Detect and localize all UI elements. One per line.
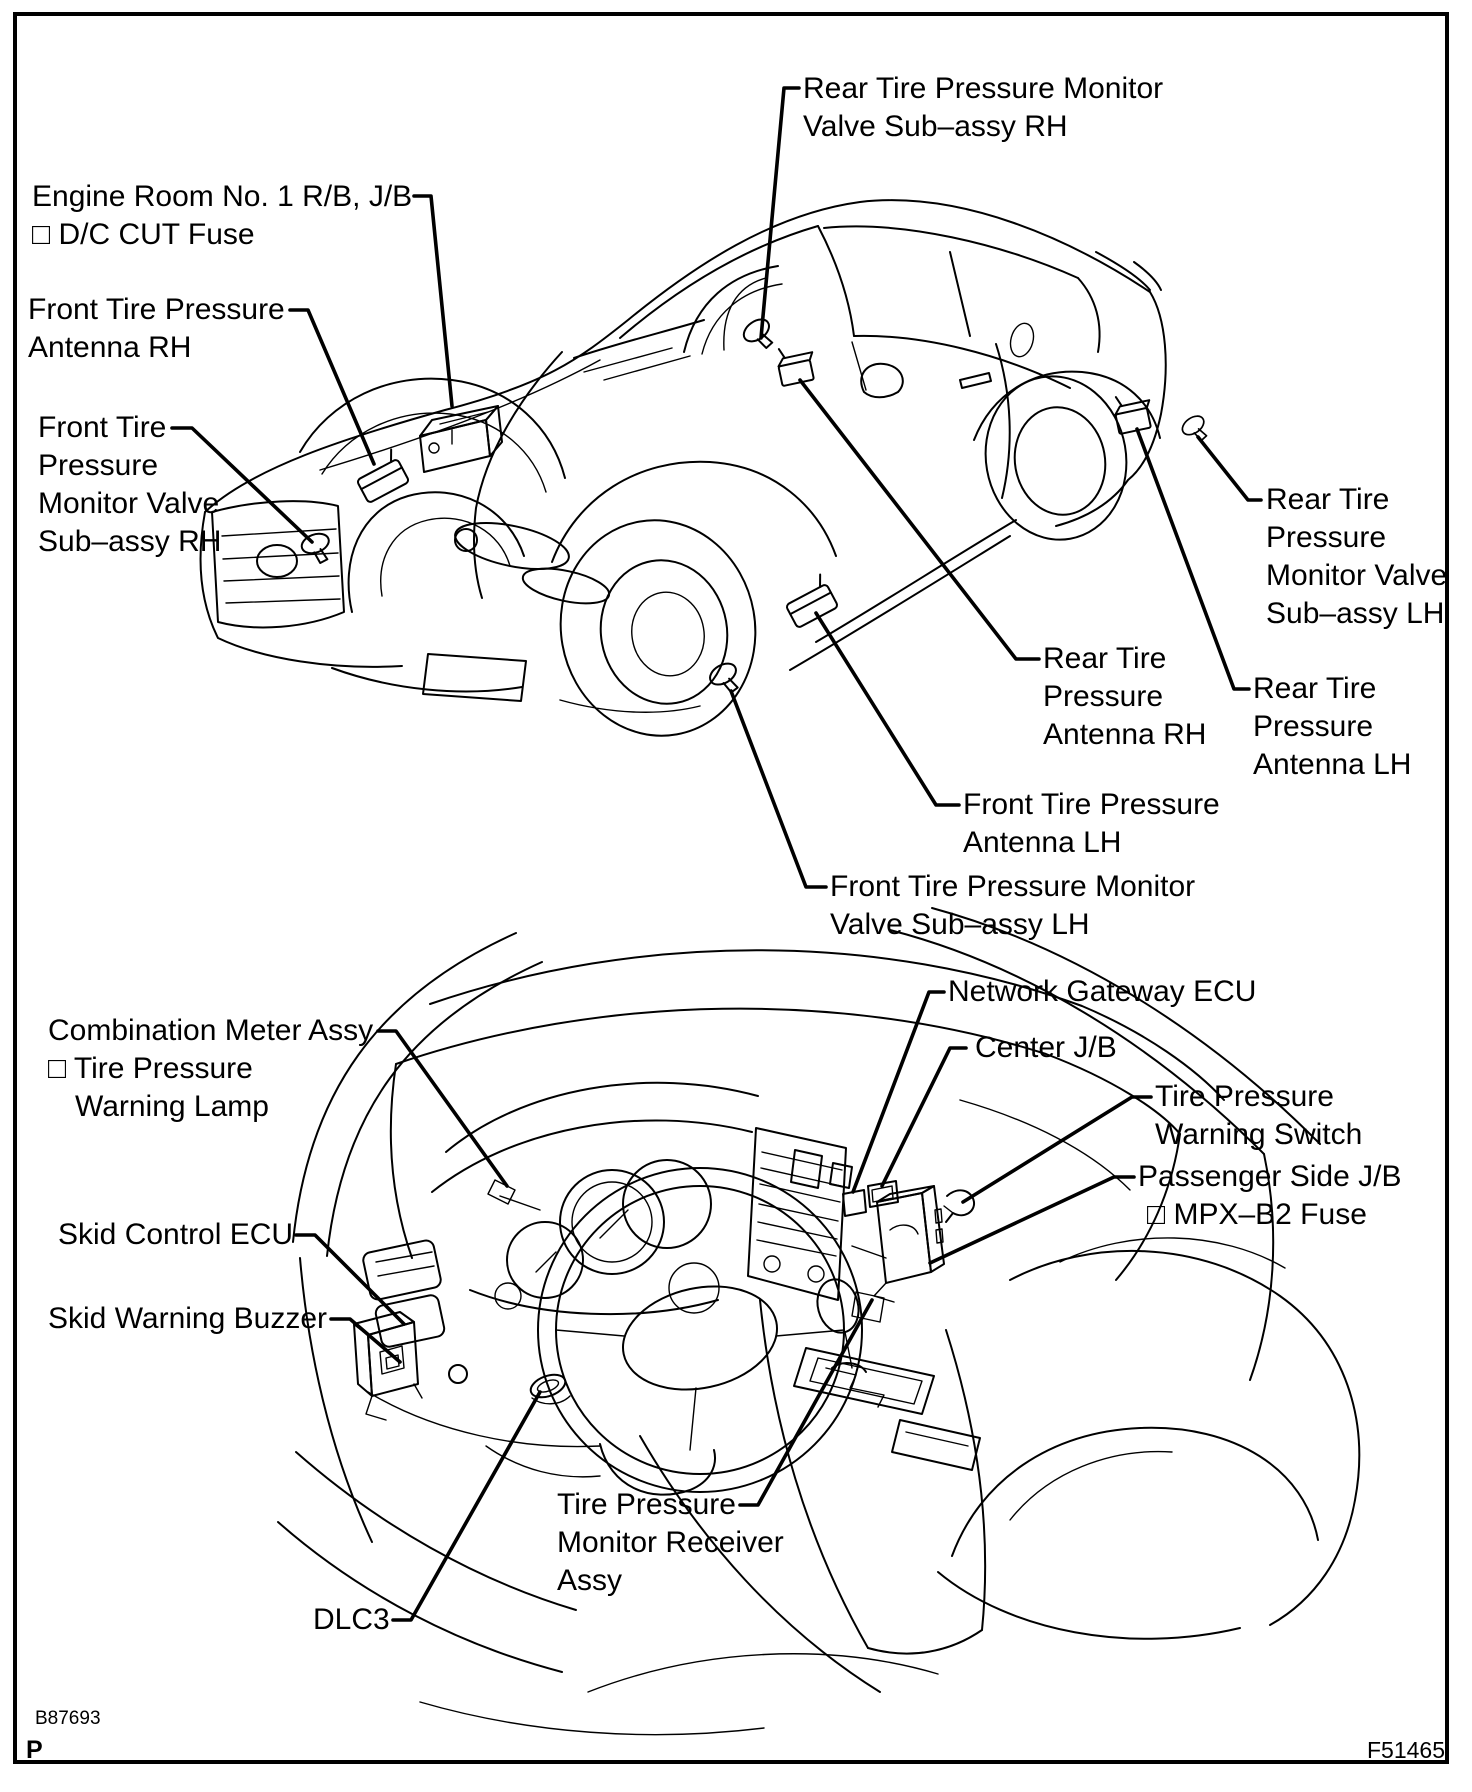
leader-front-valve-lh xyxy=(731,691,826,887)
network-gateway-ecu-part xyxy=(843,1190,866,1216)
leader-skid-buzzer xyxy=(331,1319,400,1362)
leader-rear-antenna-rh xyxy=(800,380,1039,659)
label-warning-switch: Tire Pressure Warning Switch xyxy=(1155,1080,1363,1151)
label-network-gateway-ecu: Network Gateway ECU xyxy=(948,975,1257,1008)
interior-illustration xyxy=(278,908,1359,1735)
label-rear-valve-lh: Rear Tire Pressure Monitor Valve Sub–assy LH xyxy=(1266,483,1448,630)
label-rear-antenna-lh: Rear Tire Pressure Antenna LH xyxy=(1253,672,1412,781)
label-dlc3: DLC3 xyxy=(313,1603,390,1636)
label-passenger-jb: Passenger Side J/B □ MPX–B2 Fuse xyxy=(1138,1160,1402,1231)
front-tire-valve-lh-part xyxy=(706,659,745,698)
label-center-jb: Center J/B xyxy=(975,1031,1117,1064)
leader-rear-valve-lh xyxy=(1198,437,1261,500)
leader-combination-meter xyxy=(378,1031,507,1186)
rear-tire-valve-lh-part xyxy=(1179,412,1213,446)
label-rear-antenna-rh: Rear Tire Pressure Antenna RH xyxy=(1043,642,1207,751)
tire-pressure-warning-switch-part xyxy=(944,1190,974,1222)
label-rear-valve-rh: Rear Tire Pressure Monitor Valve Sub–assy RH xyxy=(803,72,1164,143)
front-antenna-lh-part xyxy=(780,574,838,628)
label-front-valve-rh: Front Tire Pressure Monitor Valve Sub–assy RH xyxy=(38,411,222,558)
label-front-antenna-lh: Front Tire Pressure Antenna LH xyxy=(963,788,1220,859)
label-skid-warning-buzzer: Skid Warning Buzzer xyxy=(48,1302,327,1335)
drawing-code: B87693 xyxy=(35,1708,101,1729)
rear-antenna-rh-part xyxy=(775,342,818,386)
label-front-valve-lh: Front Tire Pressure Monitor Valve Sub–assy LH xyxy=(830,870,1196,941)
label-receiver-assy: Tire Pressure Monitor Receiver Assy xyxy=(557,1488,784,1597)
leader-rear-valve-rh xyxy=(761,88,799,338)
figure-code: F51465 xyxy=(1366,1737,1445,1763)
leader-warning-switch xyxy=(963,1097,1151,1202)
leader-receiver-assy xyxy=(740,1300,872,1505)
rear-antenna-lh-part xyxy=(1112,390,1155,434)
leader-network-gateway-ecu xyxy=(853,992,944,1192)
label-front-antenna-rh: Front Tire Pressure Antenna RH xyxy=(28,293,285,364)
page-marker: P xyxy=(26,1736,43,1764)
leader-dlc3 xyxy=(393,1392,540,1620)
leader-engine-room-jb xyxy=(414,196,452,406)
label-engine-room-jb: Engine Room No. 1 R/B, J/B □ D/C CUT Fuse xyxy=(32,180,413,251)
leader-center-jb xyxy=(882,1048,966,1186)
label-skid-control-ecu: Skid Control ECU xyxy=(58,1218,294,1251)
leader-front-antenna-rh xyxy=(290,310,374,464)
label-combination-meter: Combination Meter Assy □ Tire Pressure Warning Lamp xyxy=(48,1014,374,1123)
